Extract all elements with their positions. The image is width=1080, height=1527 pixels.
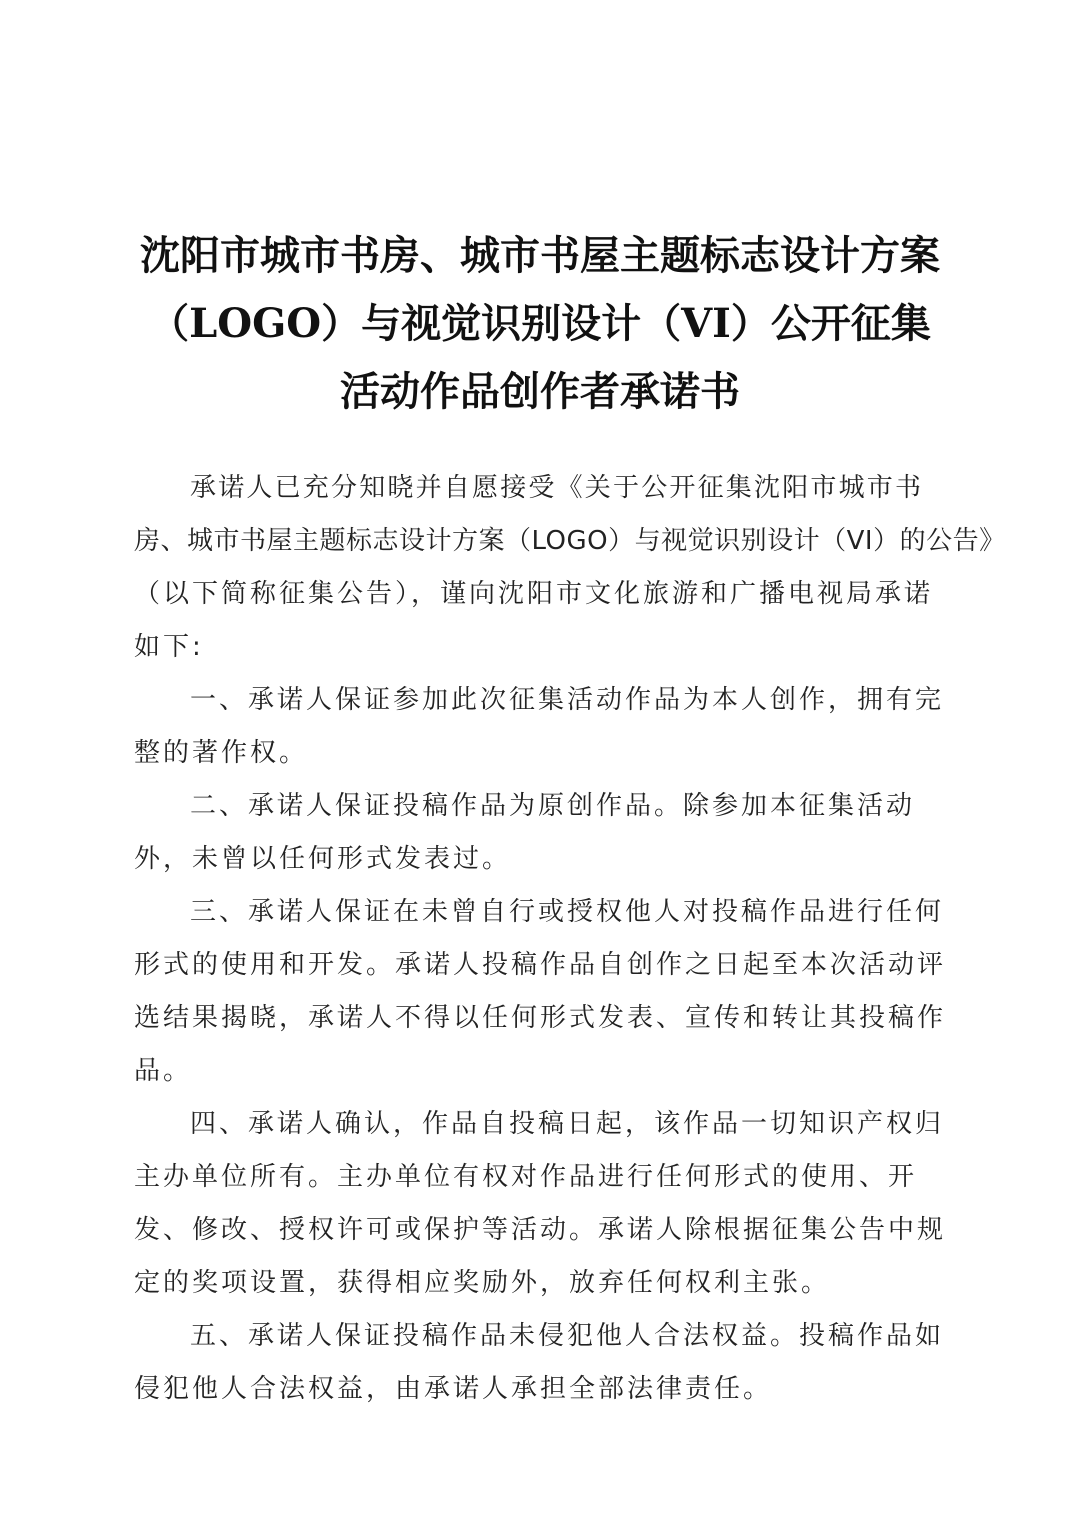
title-line-2: （LOGO）与视觉识别设计（VI）公开征集 — [149, 300, 931, 347]
clause-3-line: 品。 — [134, 1056, 193, 1086]
clause-3-line: 三、承诺人保证在未曾自行或授权他人对投稿作品进行任何 — [190, 897, 945, 927]
clause-4-line: 主办单位所有。主办单位有权对作品进行任何形式的使用、开 — [134, 1162, 918, 1192]
clause-5-line: 五、承诺人保证投稿作品未侵犯他人合法权益。投稿作品如 — [190, 1321, 945, 1351]
clause-2-line: 外，未曾以任何形式发表过。 — [134, 844, 512, 874]
title-line-3: 活动作品创作者承诺书 — [340, 368, 740, 415]
clause-4-line: 四、承诺人确认，作品自投稿日起，该作品一切知识产权归 — [190, 1109, 945, 1139]
document-title — [120, 222, 960, 426]
paragraph-intro-line: （以下简称征集公告），谨向沈阳市文化旅游和广播电视局承诺 — [134, 579, 934, 609]
clause-3-line: 选结果揭晓，承诺人不得以任何形式发表、宣传和转让其投稿作 — [134, 1003, 947, 1033]
paragraph-intro-line: 承诺人已充分知晓并自愿接受《关于公开征集沈阳市城市书 — [190, 473, 924, 503]
paragraph-intro-line: 如下: — [134, 632, 204, 662]
clause-2-line: 二、承诺人保证投稿作品为原创作品。除参加本征集活动 — [190, 791, 916, 821]
clause-4-line: 定的奖项设置，获得相应奖励外，放弃任何权利主张。 — [134, 1268, 831, 1298]
paragraph-intro-line: 房、城市书屋主题标志设计方案（LOGO）与视觉识别设计（VI）的公告》 — [134, 526, 1006, 556]
title-line-1: 沈阳市城市书房、城市书屋主题标志设计方案 — [140, 232, 940, 279]
clause-5-line: 侵犯他人合法权益，由承诺人承担全部法律责任。 — [134, 1374, 773, 1404]
clause-1-line: 整的著作权。 — [134, 738, 309, 768]
clause-3-line: 形式的使用和开发。承诺人投稿作品自创作之日起至本次活动评 — [134, 950, 947, 980]
document-body — [134, 462, 1006, 1416]
clause-1-line: 一、承诺人保证参加此次征集活动作品为本人创作，拥有完 — [190, 685, 945, 715]
clause-4-line: 发、修改、授权许可或保护等活动。承诺人除根据征集公告中规 — [134, 1215, 947, 1245]
